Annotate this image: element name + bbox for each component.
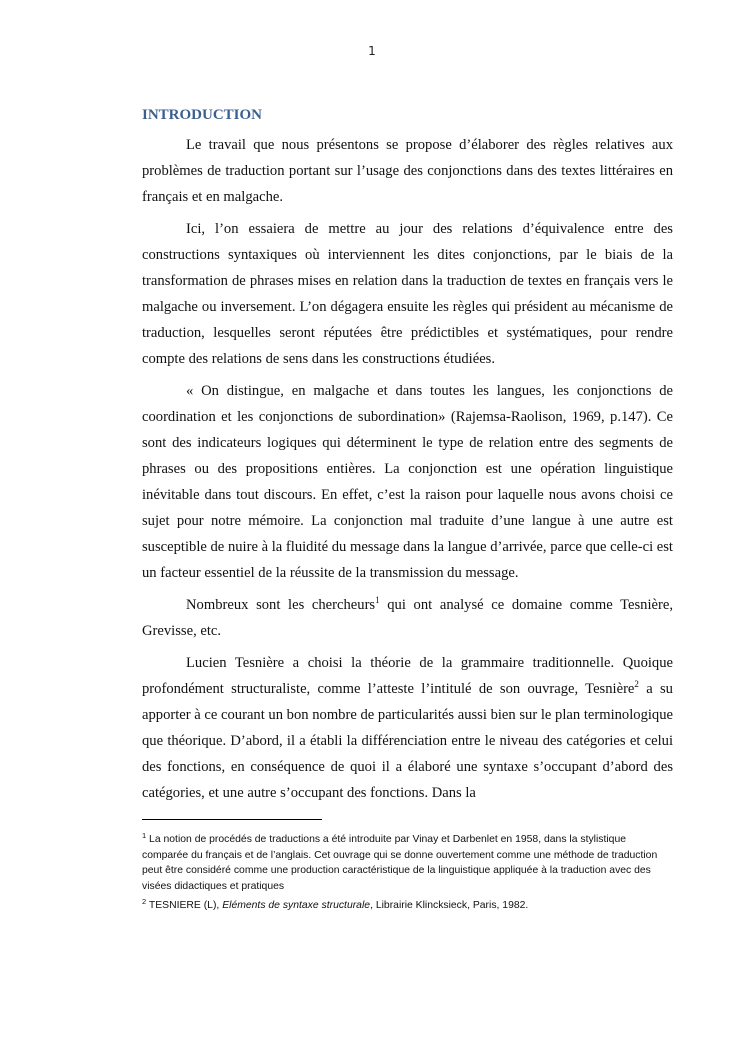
paragraph-5-text-b: a su apporter à ce courant un bon nombre de particularités aussi bien sur le plan terminologique que théorique. D’abord, il a établi la différenciation entre le niveau des catégories et celui des fonctions, en conséquence de quoi il a élaboré une syntaxe s’occupant d’abord des catégories, et une autre s’occupant des fonctions. Dans la [142, 681, 673, 801]
section-heading: INTRODUCTION [142, 107, 263, 123]
paragraph-5-text-a: Lucien Tesnière a choisi la théorie de la grammaire traditionnelle. Quoique profondément structuraliste, comme l’atteste l’intitulé de son ouvrage, Tesnière [142, 655, 673, 697]
footnote-2-mark: 2 [142, 897, 147, 906]
footnote-1-mark: 1 [142, 831, 147, 840]
footnote-2 [142, 898, 662, 914]
footnote-1-text: La notion de procédés de traductions a été introduite par Vinay et Darbenlet en 1958, dans la stylistique comparée du français et de l’anglais. Cet ouvrage qui se donne ouvertement comme une méthode de traduction peut être considéré comme une production caractéristique de la linguistique appliquée à la traduction avec des visées didactiques et pratiques [142, 834, 658, 892]
paragraph-5 [142, 650, 673, 806]
paragraph-4-text-a: Nombreux sont les chercheurs [186, 597, 376, 613]
paragraph-2: Ici, l’on essaiera de mettre au jour des relations d’équivalence entre des constructions syntaxiques où interviennent les dites conjonctions, par le biais de la transformation de phrases mises en relation dans la traduction de textes en français vers le malgache ou inversement. L’on dégagera ensuite les règles qui président au mécanisme de traduction, lesquelles seront réputées être prédictibles et systématiques, pour rendre compte des relations de sens dans les constructions étudiées. [142, 221, 673, 367]
paragraph-4-text-b: qui ont analysé ce domaine comme Tesnière, Grevisse, etc. [142, 597, 673, 639]
footnote-separator [142, 819, 322, 820]
footnote-ref-1[interactable]: 1 [375, 595, 380, 605]
footnote-2-text-a: TESNIERE (L), [146, 900, 223, 911]
footnote-1 [142, 832, 662, 894]
footnote-2-text-b: , Librairie Klincksieck, Paris, 1982. [370, 900, 529, 911]
main-text [142, 104, 673, 812]
paragraph-1: Le travail que nous présentons se propose d’élaborer des règles relatives aux problèmes de traduction portant sur l’usage des conjonctions dans des textes littéraires en français et en malgache. [142, 137, 673, 205]
footnote-2-book-title: Eléments de syntaxe structurale [222, 900, 371, 911]
paragraph-3: « On distingue, en malgache et dans toutes les langues, les conjonctions de coordination et les conjonctions de subordination» (Rajemsa-Raolison, 1969, p.147). Ce sont des indicateurs logiques qui déterminent le type de relation entre des segments de phrases ou des propositions entières. La conjonction est une opération linguistique inévitable dans tout discours. En effet, c’est la raison pour laquelle nous avons choisi ce sujet pour notre mémoire. La conjonction mal traduite d’une langue à une autre est susceptible de nuire à la fluidité du message dans la langue d’arrivée, parce que celle-ci est un facteur essentiel de la réussite de la transmission du message. [142, 383, 673, 581]
page-number: 1 [368, 44, 376, 58]
footnotes [142, 832, 662, 918]
footnote-ref-2[interactable]: 2 [634, 679, 639, 689]
paragraph-4 [142, 592, 673, 644]
